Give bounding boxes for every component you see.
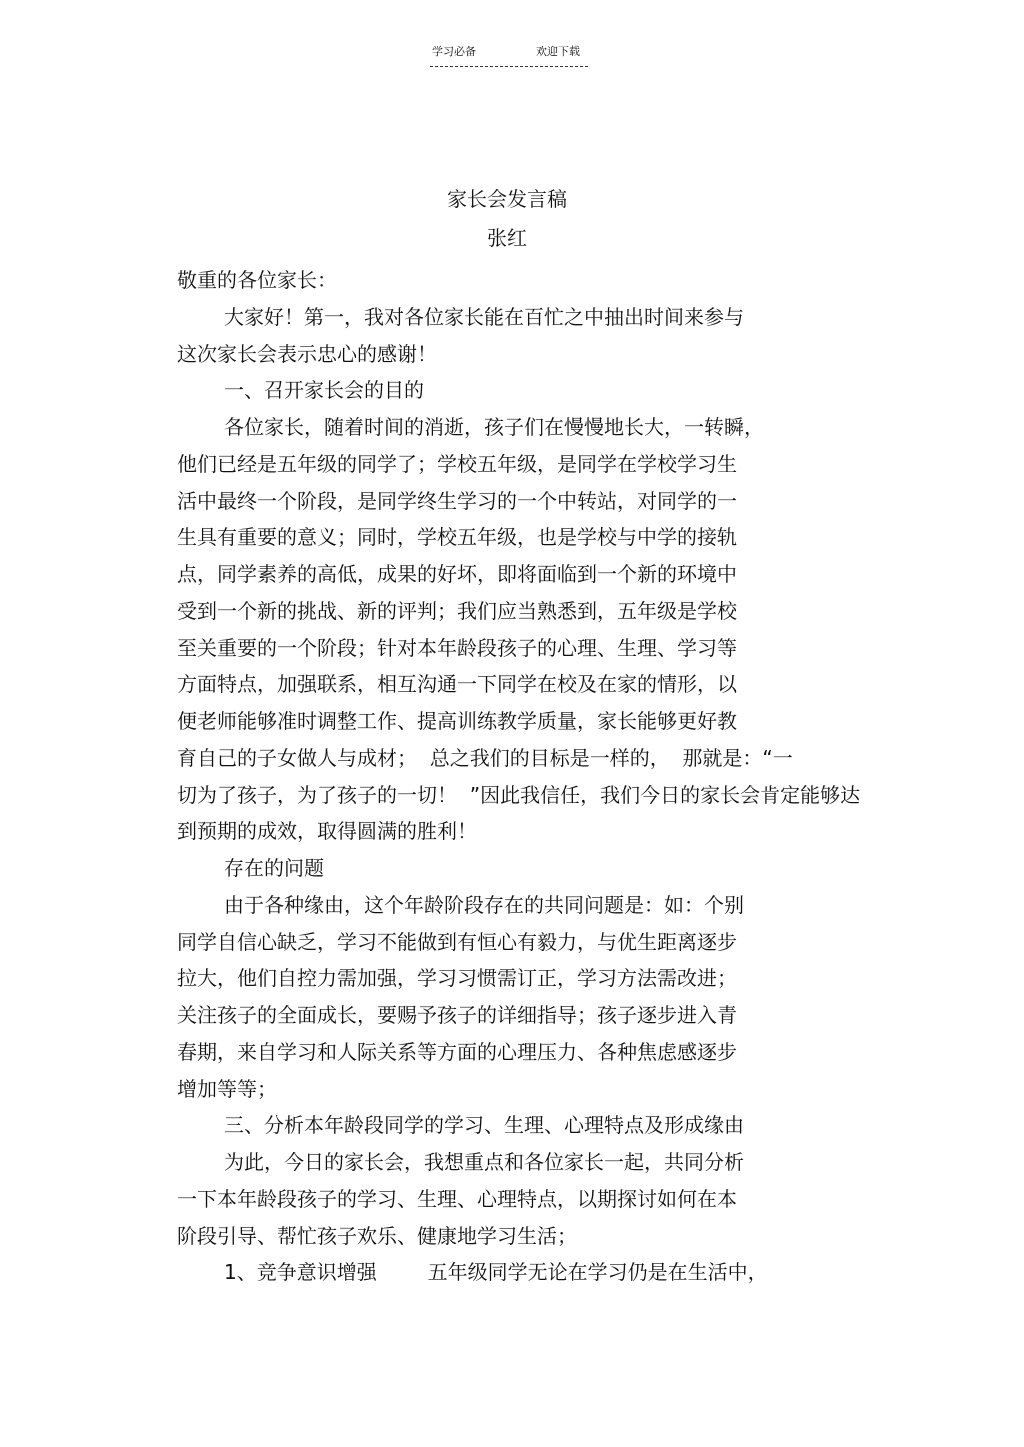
paragraph-line: 增加等等； <box>177 1076 277 1101</box>
salutation-line: 敬重的各位家长： <box>177 268 337 292</box>
paragraph-line: 方面特点，加强联系，相互沟通一下同学在校及在家的情形，以 <box>177 672 737 697</box>
paragraph-line: 点，同学素养的高低，成果的好坏，即将面临到一个新的环境中 <box>177 562 737 586</box>
paragraph-line: 拉大，他们自控力需加强，学习习惯需订正，学习方法需改进； <box>177 966 737 991</box>
subsection-line: 1、竞争意识增强 五年级同学无论在学习仍是在生活中， <box>224 1260 768 1285</box>
paragraph-line: 为此，今日的家长会，我想重点和各位家长一起，共同分析 <box>224 1150 744 1174</box>
paragraph-line: 育自己的子女做人与成材； 总之我们的目标是一样的， 那就是：“一 <box>177 745 793 770</box>
header-left-text: 学习必备 <box>432 45 476 58</box>
section-heading: 三、分析本年龄段同学的学习、生理、心理特点及形成缘由 <box>224 1113 744 1138</box>
paragraph-line: 受到一个新的挑战、新的评判；我们应当熟悉到，五年级是学校 <box>177 598 737 623</box>
paragraph-line: 大家好！第一，我对各位家长能在百忙之中抽出时间来参与 <box>224 304 744 329</box>
section-heading: 存在的问题 <box>224 856 324 880</box>
paragraph-line: 关注孩子的全面成长，要赐予孩子的详细指导；孩子逐步进入青 <box>177 1003 737 1027</box>
paragraph-line: 切为了孩子，为了孩子的一切！ ”因此我信任，我们今日的家长会肯定能够达 <box>177 782 861 807</box>
paragraph-line: 春期，来自学习和人际关系等方面的心理压力、各种焦虑感逐步 <box>177 1039 737 1064</box>
paragraph-line: 这次家长会表示忠心的感谢！ <box>177 341 437 366</box>
paragraph-line: 各位家长，随着时间的消逝，孩子们在慢慢地长大，一转瞬， <box>224 415 764 439</box>
paragraph-line: 到预期的成效，取得圆满的胜利！ <box>177 819 477 844</box>
document-title: 家长会发言稿 <box>447 187 567 211</box>
paragraph-line: 便老师能够准时调整工作、提高训练教学质量，家长能够更好教 <box>177 709 737 733</box>
document-body <box>177 262 861 1291</box>
paragraph-line: 一下本年龄段孩子的学习、生理、心理特点，以期探讨如何在本 <box>177 1186 737 1211</box>
document-author: 张红 <box>487 226 527 250</box>
paragraph-line: 同学自信心缺乏，学习不能做到有恒心有毅力，与优生距离逐步 <box>177 929 737 954</box>
paragraph-line: 他们已经是五年级的同学了；学校五年级，是同学在学校学习生 <box>177 451 737 476</box>
paragraph-line: 生具有重要的意义；同时，学校五年级，也是学校与中学的接轨 <box>177 525 737 550</box>
header-right-text: 欢迎下载 <box>536 45 580 58</box>
paragraph-line: 至关重要的一个阶段；针对本年龄段孩子的心理、生理、学习等 <box>177 635 737 660</box>
header-divider <box>430 66 588 67</box>
paragraph-line: 活中最终一个阶段，是同学终生学习的一个中转站，对同学的一 <box>177 488 737 513</box>
paragraph-line: 阶段引导、帮忙孩子欢乐、健康地学习生活； <box>177 1223 577 1248</box>
paragraph-line: 由于各种缘由，这个年龄阶段存在的共同问题是：如：个别 <box>224 892 744 917</box>
page-header <box>0 44 1024 74</box>
section-heading: 一、召开家长会的目的 <box>224 378 424 403</box>
